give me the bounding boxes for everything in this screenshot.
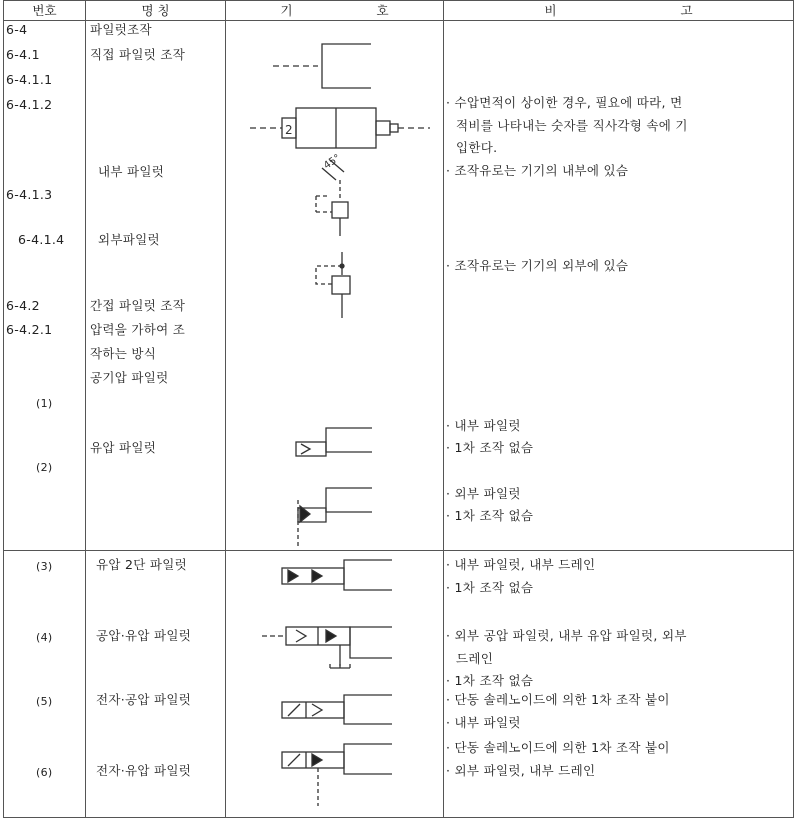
row-number: (1)	[36, 397, 53, 410]
row-number: 6-4.2	[6, 298, 40, 313]
row-name: 전자·유압 파일럿	[96, 763, 192, 778]
row-name: 유압 파일럿	[90, 440, 157, 455]
hydraulic-pilot-external-symbol	[298, 488, 372, 546]
row-number: 6-4.1.4	[18, 232, 65, 247]
row-number: 6-4.1.1	[6, 72, 53, 87]
row-name: 외부파일럿	[98, 232, 160, 247]
row-number: (6)	[36, 766, 53, 779]
solenoid-pneumatic-pilot-symbol	[282, 695, 392, 724]
row-number: 6-4.1.2	[6, 97, 53, 112]
area-ratio-number: 2	[285, 123, 293, 137]
row-name: 내부 파일럿	[98, 164, 165, 179]
row-number: 6-4	[6, 22, 28, 37]
row-note: · 조작유로는 기기의 내부에 있슴	[446, 163, 629, 178]
row-note: · 내부 파일럿	[446, 715, 521, 730]
row-note: 적비를 나타내는 숫자를 직사각형 속에 기	[456, 118, 688, 133]
hydraulic-pilot-internal-symbol	[296, 428, 372, 456]
angle-label: 45°	[321, 152, 343, 172]
row-number: (4)	[36, 631, 53, 644]
row-name: 압력을 가하여 조	[90, 322, 186, 337]
row-note: · 외부 파일럿, 내부 드레인	[446, 763, 596, 778]
row-note: · 외부 파일럿	[446, 486, 521, 501]
row-name: 유압 2단 파일럿	[96, 557, 188, 572]
row-name: 간접 파일럿 조작	[90, 298, 186, 313]
pneumatic-hydraulic-pilot-symbol	[262, 627, 392, 668]
row-note: · 1차 조작 없슴	[446, 508, 534, 523]
row-name: 직접 파일럿 조작	[90, 47, 186, 62]
row-note: · 단동 솔레노이드에 의한 1차 조작 붙이	[446, 692, 670, 707]
external-pilot-symbol	[316, 252, 350, 318]
row-note: · 내부 파일럿, 내부 드레인	[446, 557, 596, 572]
row-number: 6-4.1.3	[6, 187, 53, 202]
row-number: (3)	[36, 560, 53, 573]
pilot-operation-symbol	[273, 44, 371, 88]
solenoid-hydraulic-pilot-symbol	[282, 744, 392, 806]
row-number: (2)	[36, 461, 53, 474]
row-number: (5)	[36, 695, 53, 708]
row-note: · 1차 조작 없슴	[446, 673, 534, 688]
internal-pilot-symbol	[316, 153, 348, 236]
area-ratio-pilot-symbol	[250, 108, 430, 148]
header-name: 명 칭	[141, 3, 170, 18]
row-note: · 단동 솔레노이드에 의한 1차 조작 붙이	[446, 740, 670, 755]
row-note: · 외부 공압 파일럿, 내부 유압 파일럿, 외부	[446, 628, 687, 643]
row-note: · 1차 조작 없슴	[446, 580, 534, 595]
row-name: 전자·공압 파일럿	[96, 692, 192, 707]
header-note: 비 고	[544, 3, 753, 18]
row-name: 공기압 파일럿	[90, 370, 169, 385]
header-symbol: 기 호	[280, 3, 429, 18]
row-note: · 1차 조작 없슴	[446, 440, 534, 455]
row-note: · 조작유로는 기기의 외부에 있슴	[446, 258, 629, 273]
two-stage-pilot-symbol	[282, 560, 392, 590]
row-number: 6-4.1	[6, 47, 40, 62]
row-note: 입한다.	[456, 140, 498, 155]
row-number: 6-4.2.1	[6, 322, 53, 337]
row-name: 파일럿조작	[90, 22, 152, 37]
header-no: 번호	[32, 3, 57, 18]
row-name: 공압·유압 파일럿	[96, 628, 192, 643]
row-note: 드레인	[456, 651, 494, 666]
row-name: 작하는 방식	[90, 346, 157, 361]
row-note: · 내부 파일럿	[446, 418, 521, 433]
row-note: · 수압면적이 상이한 경우, 필요에 따라, 면	[446, 95, 683, 110]
